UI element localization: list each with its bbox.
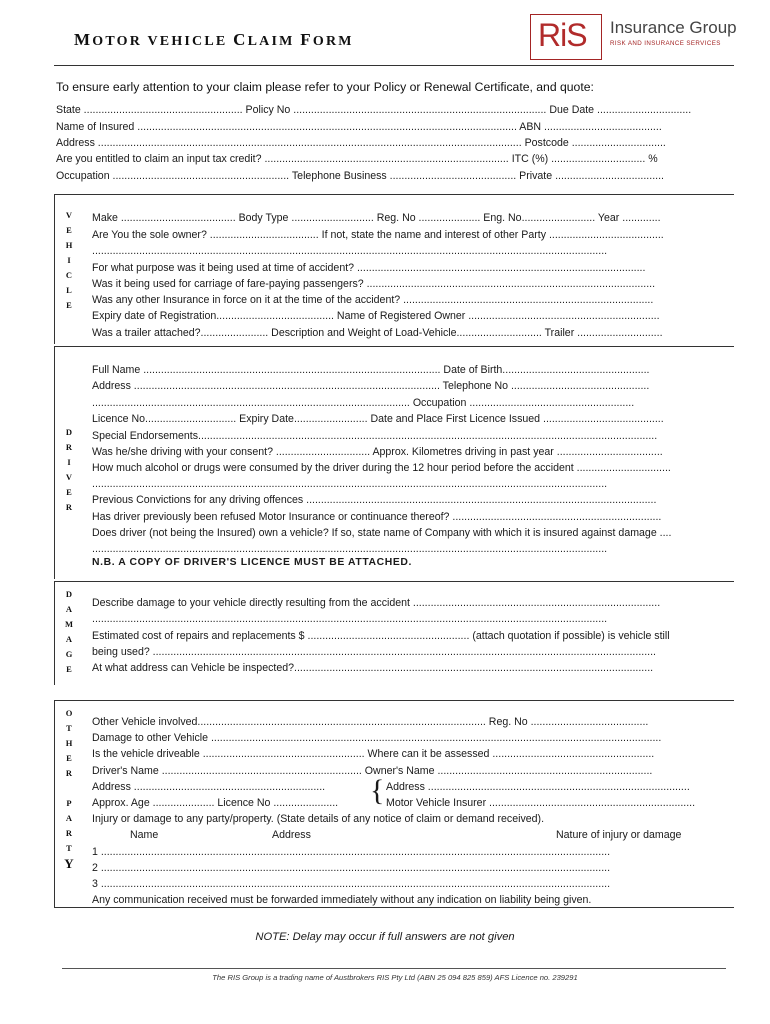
driver-line-refused[interactable]: Has driver previously been refused Motor Insurance or continuance thereof? ....................................................................... [92,511,662,523]
licence-note: N.B. A COPY OF DRIVER'S LICENCE MUST BE ATTACHED. [92,557,412,568]
delay-note: NOTE: Delay may occur if full answers are not given [255,931,515,943]
column-address: Address [272,829,311,841]
driver-line-name[interactable]: Full Name ..................................................................................................... Date of Birth.................................................. [92,364,650,376]
damage-line-describe[interactable]: Describe damage to your vehicle directly resulting from the accident .................................................................................... [92,597,661,609]
driver-line-alcohol[interactable]: How much alcohol or drugs were consumed by the driver during the 12 hour period before the accident ................................ [92,462,671,474]
injury-row-1[interactable]: 1 ............................................................................................................................................................................. [92,846,611,858]
other-line-injury: Injury or damage to any party/property. (State details of any notice of claim or demand received). [92,813,545,825]
brace-symbol: { [370,774,385,807]
driver-line-owns-vehicle[interactable]: Does driver (not being the Insured) own a vehicle? If so, state name of Company with which it is insured against damage .... [92,527,672,539]
intro-text: To ensure early attention to your claim please refer to your Policy or Renewal Certificate, and quote: [56,80,594,94]
logo-name: Insurance Group [610,18,737,37]
damage-line-being-used[interactable]: being used? ........................................................................................................................................................................... [92,646,656,658]
other-line-owner-address[interactable]: Address ......................................................................................... [386,781,690,793]
field-insured-abn[interactable]: Name of Insured ................................................................................................................................. ABN ........................................ [56,121,662,133]
other-line-damage[interactable]: Damage to other Vehicle ......................................................................................................................................................... [92,732,662,744]
field-address-postcode[interactable]: Address ................................................................................................................................................ Postcode ................................ [56,137,666,149]
driver-line-endorsements[interactable]: Special Endorsements............................................................................................................................................................ [92,430,658,442]
other-party-side-label: O T H E R P A R T Y [64,708,74,871]
damage-line-inspect[interactable]: At what address can Vehicle be inspected?.......................................................................................................................... [92,662,654,674]
injury-row-2[interactable]: 2 ............................................................................................................................................................................. [92,862,611,874]
communication-note: Any communication received must be forwarded immediately without any indication on liability being given. [92,894,592,906]
other-line-vehicle[interactable]: Other Vehicle involved.................................................................................................. Reg. No ........................................ [92,716,649,728]
vehicle-side-label: V E H I C L E [65,210,73,310]
vehicle-line-registration[interactable]: Expiry date of Registration........................................ Name of Registered Owner ................................................................. [92,310,660,322]
footer-text: The RIS Group is a trading name of Austbrokers RIS Pty Ltd (ABN 25 094 825 859) AFS Licence no. 239291 [212,973,578,982]
vehicle-line-owner[interactable]: Are You the sole owner? ..................................... If not, state the name and interest of other Party ....................................... [92,229,664,241]
other-line-driver-name[interactable]: Driver's Name .................................................................... Owner's Name ......................................................................... [92,765,653,777]
column-nature: Nature of injury or damage [556,829,682,841]
driver-line-owns-vehicle-cont[interactable]: ............................................................................................................................................................................... [92,543,608,555]
header-divider [54,65,734,66]
field-itc[interactable]: Are you entitled to claim an input tax credit? ................................................................................... ITC (%) ................................ % [56,153,658,165]
field-occupation-phone[interactable]: Occupation ............................................................ Telephone Business ........................................... Private ..................................... [56,170,664,182]
logo-tagline: RISK AND INSURANCE SERVICES [610,40,721,47]
other-line-age-licence[interactable]: Approx. Age ..................... Licence No ...................... [92,797,339,809]
other-line-driveable[interactable]: Is the vehicle driveable ....................................................... Where can it be assessed ....................................................... [92,748,655,760]
driver-side-label: D R I V E R [65,427,73,512]
vehicle-line-passengers[interactable]: Was it being used for carriage of fare-paying passengers? .................................................................................................. [92,278,656,290]
damage-line-describe-cont[interactable]: ............................................................................................................................................................................... [92,613,608,625]
other-line-insurer[interactable]: Motor Vehicle Insurer ...................................................................... [386,797,696,809]
form-title: MOTOR VEHICLE CLAIM FORM [74,30,354,49]
vehicle-line-insurance[interactable]: Was any other Insurance in force on it at the time of the accident? ..................................................................................... [92,294,654,306]
injury-row-3[interactable]: 3 ............................................................................................................................................................................. [92,878,611,890]
vehicle-line-trailer[interactable]: Was a trailer attached?....................... Description and Weight of Load-Vehicle............................. Trailer ............................. [92,327,663,339]
vehicle-line-make[interactable]: Make ....................................... Body Type ............................ Reg. No ..................... Eng. No......................... Year ............. [92,212,661,224]
driver-line-address[interactable]: Address ........................................................................................................ Telephone No ............................................... [92,380,650,392]
damage-line-cost[interactable]: Estimated cost of repairs and replacements $ ....................................................... (attach quotation if possible) is vehicle still [92,630,670,642]
vehicle-line-purpose[interactable]: For what purpose was it being used at time of accident? .................................................................................................. [92,262,646,274]
other-line-address[interactable]: Address ................................................................. [92,781,326,793]
footer-divider [62,968,726,969]
damage-side-label: D A M A G E [64,589,74,674]
column-name: Name [130,829,159,841]
logo-mark: RiS [538,17,587,53]
driver-line-convictions[interactable]: Previous Convictions for any driving offences ....................................................................................................................... [92,494,657,506]
driver-line-occupation[interactable]: ............................................................................................................ Occupation ........................................................ [92,397,635,409]
driver-line-consent[interactable]: Was he/she driving with your consent? ................................ Approx. Kilometres driving in past year .................................... [92,446,663,458]
vehicle-line-owner-cont[interactable]: ............................................................................................................................................................................... [92,245,608,257]
field-state-policy[interactable]: State ...................................................... Policy No ...................................................................................... Due Date ................................ [56,104,692,116]
driver-line-alcohol-cont[interactable]: ............................................................................................................................................................................... [92,478,608,490]
driver-line-licence[interactable]: Licence No............................... Expiry Date......................... Date and Place First Licence Issued ......................................... [92,413,664,425]
company-logo [530,14,740,60]
